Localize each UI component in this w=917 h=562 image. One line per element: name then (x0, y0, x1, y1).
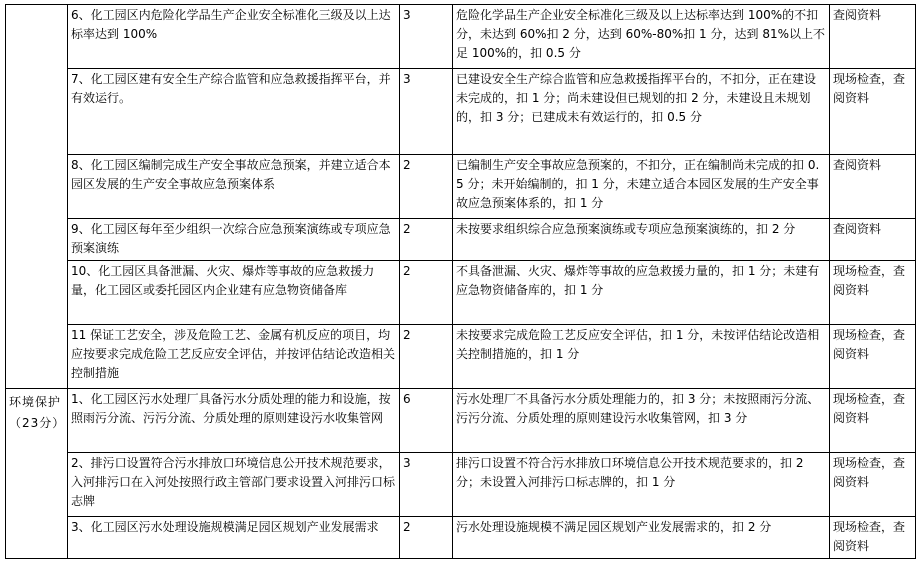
score-cell: 2 (400, 517, 453, 559)
table-row (6, 261, 916, 325)
method-cell: 现场检查，查阅资料 (830, 69, 916, 155)
table-row (6, 389, 916, 453)
content-cell: 2、排污口设置符合污水排放口环境信息公开技术规范要求，入河排污口在入河处按照行政主管部门要求设置入河排污口标志牌 (68, 453, 400, 517)
method-cell: 现场检查，查阅资料 (830, 389, 916, 453)
score-cell: 3 (400, 453, 453, 517)
score-cell: 2 (400, 325, 453, 389)
category-cell: 环境保护（23分） (6, 389, 68, 559)
table-row (6, 69, 916, 155)
standard-cell: 未按要求组织综合应急预案演练或专项应急预案演练的，扣 2 分 (453, 219, 830, 261)
method-cell: 现场检查，查阅资料 (830, 517, 916, 559)
method-cell: 现场检查，查阅资料 (830, 325, 916, 389)
method-cell: 查阅资料 (830, 5, 916, 69)
content-cell: 9、化工园区每年至少组织一次综合应急预案演练或专项应急预案演练 (68, 219, 400, 261)
standard-cell: 不具备泄漏、火灾、爆炸等事故的应急救援力量的，扣 1 分；未建有应急物资储备库的，扣 1 分 (453, 261, 830, 325)
category-cell (6, 5, 68, 389)
method-cell: 现场检查，查阅资料 (830, 261, 916, 325)
content-cell: 10、化工园区具备泄漏、火灾、爆炸等事故的应急救援力量，化工园区或委托园区内企业建有应急物资储备库 (68, 261, 400, 325)
table-row (6, 155, 916, 219)
score-cell: 2 (400, 155, 453, 219)
standard-cell: 危险化学品生产企业安全标准化三级及以上达标率达到 100%的不扣分，未达到 60%扣 2 分，达到 60%-80%扣 1 分，达到 81%以上不足 100%的，扣 0.5 分 (453, 5, 830, 69)
method-cell: 查阅资料 (830, 219, 916, 261)
content-cell: 11 保证工艺安全，涉及危险工艺、金属有机反应的项目，均应按要求完成危险工艺反应安全评估，并按评估结论改造相关控制措施 (68, 325, 400, 389)
score-cell: 2 (400, 261, 453, 325)
table-row (6, 219, 916, 261)
score-cell: 3 (400, 69, 453, 155)
evaluation-table (5, 4, 916, 559)
score-cell: 6 (400, 389, 453, 453)
standard-cell: 排污口设置不符合污水排放口环境信息公开技术规范要求的，扣 2 分；未设置入河排污口标志牌的，扣 1 分 (453, 453, 830, 517)
content-cell: 6、化工园区内危险化学品生产企业安全标准化三级及以上达标率达到 100% (68, 5, 400, 69)
content-cell: 3、化工园区污水处理设施规模满足园区规划产业发展需求 (68, 517, 400, 559)
standard-cell: 污水处理设施规模不满足园区规划产业发展需求的，扣 2 分 (453, 517, 830, 559)
table-row (6, 517, 916, 559)
standard-cell: 已编制生产安全事故应急预案的，不扣分，正在编制尚未完成的扣 0.5 分；未开始编制的，扣 1 分，未建立适合本园区发展的生产安全事故应急预案体系的，扣 1 分 (453, 155, 830, 219)
content-cell: 7、化工园区建有安全生产综合监管和应急救援指挥平台，并有效运行。 (68, 69, 400, 155)
table-row (6, 325, 916, 389)
content-cell: 8、化工园区编制完成生产安全事故应急预案，并建立适合本园区发展的生产安全事故应急预案体系 (68, 155, 400, 219)
method-cell: 现场检查，查阅资料 (830, 453, 916, 517)
standard-cell: 已建设安全生产综合监管和应急救援指挥平台的，不扣分，正在建设未完成的，扣 1 分；尚未建设但已规划的扣 2 分，未建设且未规划的，扣 3 分；已建成未有效运行的，扣 0.5 分 (453, 69, 830, 155)
table-row (6, 453, 916, 517)
standard-cell: 污水处理厂不具备污水分质处理能力的，扣 3 分；未按照雨污分流、污污分流、分质处理的原则建设污水收集管网，扣 3 分 (453, 389, 830, 453)
standard-cell: 未按要求完成危险工艺反应安全评估，扣 1 分，未按评估结论改造相关控制措施的，扣 1 分 (453, 325, 830, 389)
score-cell: 3 (400, 5, 453, 69)
table-row (6, 5, 916, 69)
method-cell: 查阅资料 (830, 155, 916, 219)
score-cell: 2 (400, 219, 453, 261)
content-cell: 1、化工园区污水处理厂具备污水分质处理的能力和设施，按照雨污分流、污污分流、分质处理的原则建设污水收集管网 (68, 389, 400, 453)
